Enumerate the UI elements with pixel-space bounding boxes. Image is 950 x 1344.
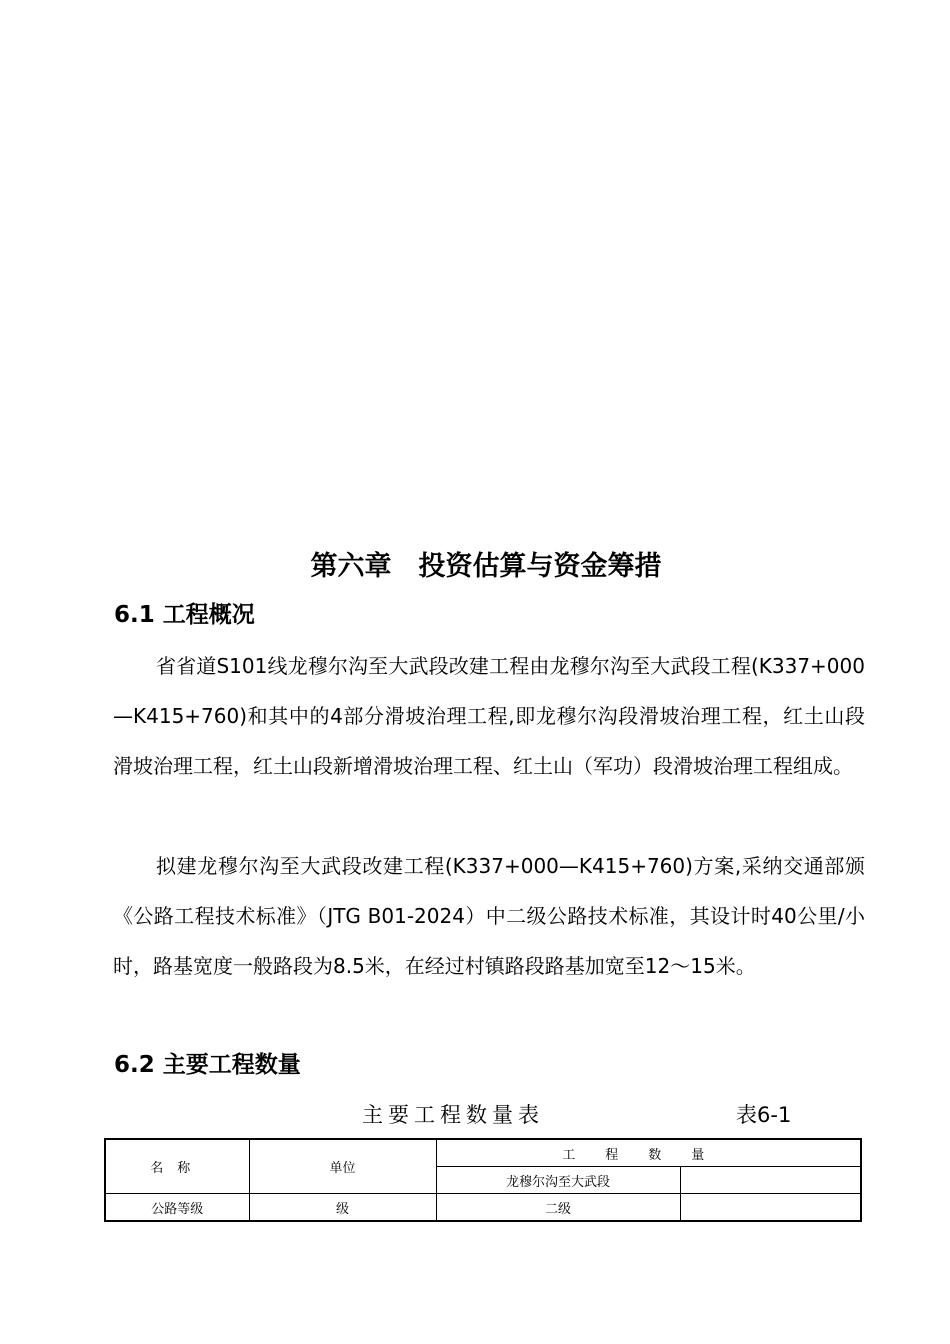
section-heading-6-2: 6.2 主要工程数量: [114, 1052, 301, 1078]
header-extra: [680, 1167, 861, 1194]
paragraph-project-overview: 省省道S101线龙穆尔沟至大武段改建工程由龙穆尔沟至大武段工程(K337+000—K415+760)和其中的4部分滑坡治理工程,即龙穆尔沟段滑坡治理工程，红土山段滑坡治理工程，红土山段新增滑坡治理工程、红土山（军功）段滑坡治理工程组成。: [113, 654, 865, 778]
header-unit: 单位: [249, 1139, 436, 1194]
cell-name: 公路等级: [105, 1194, 249, 1222]
cell-unit: 级: [249, 1194, 436, 1222]
cell-extra: [680, 1194, 861, 1222]
header-name: 名称: [105, 1139, 249, 1194]
table-row: [105, 1194, 861, 1222]
cell-value: 二级: [436, 1194, 680, 1222]
header-quantity-group: 工程数量: [436, 1139, 861, 1167]
table-number: 表6-1: [736, 1103, 792, 1127]
header-section: 龙穆尔沟至大武段: [436, 1167, 680, 1194]
section-heading-6-1: 6.1 工程概况: [114, 602, 255, 628]
table-caption: 主要工程数量表: [362, 1103, 544, 1127]
quantity-table: [104, 1138, 862, 1222]
paragraph-design-standard: 拟建龙穆尔沟至大武段改建工程(K337+000—K415+760)方案,采纳交通部颁《公路工程技术标准》（JTG B01-2024）中二级公路技术标准，其设计时40公里/小时，路基宽度一般路段为8.5米，在经过村镇路段路基加宽至12～15米。: [113, 854, 865, 978]
table-header-row: [105, 1139, 861, 1167]
chapter-title: 第六章 投资估算与资金筹措: [310, 551, 662, 582]
